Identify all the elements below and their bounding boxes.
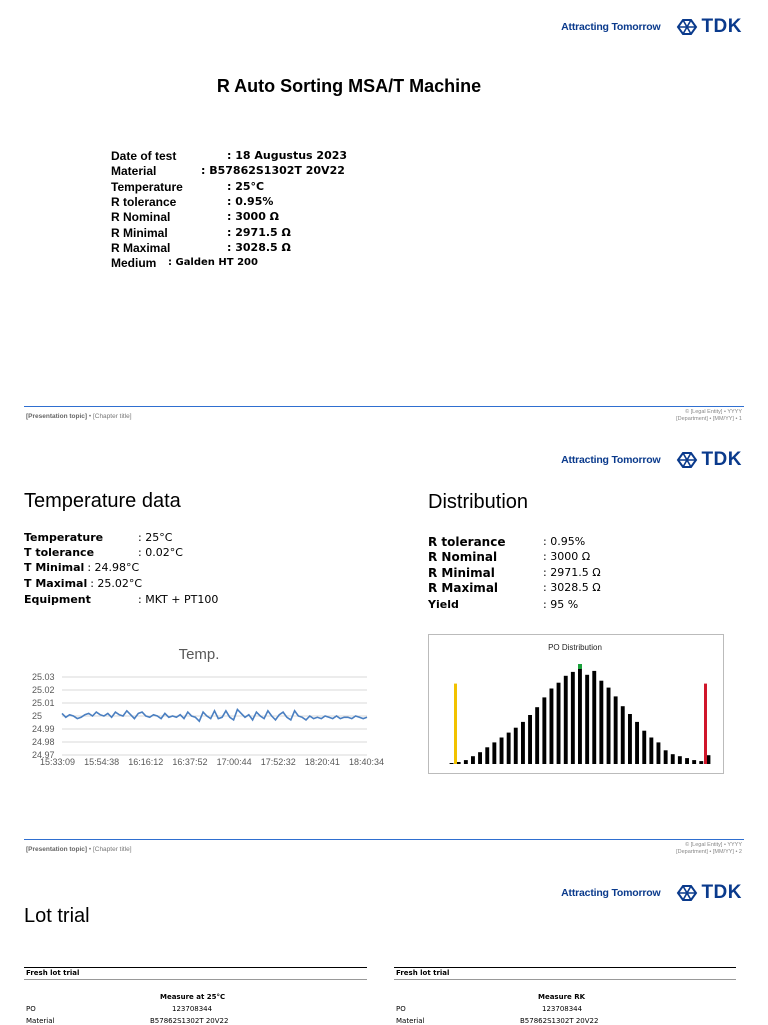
temp-value: : 24.98°C [87,561,140,574]
chart-title: PO Distribution [548,643,602,652]
tdk-logo [676,882,742,904]
temp-label: T Maximal [24,577,88,590]
x-tick-label: 15:33:09 [40,757,76,767]
tdk-logo-text: TDK [701,882,742,903]
brand-tagline: Attracting Tomorrow [561,887,661,899]
tdk-logo [676,449,742,471]
temp-value: : 25°C [138,531,173,544]
temp-row [24,577,142,590]
distribution-bar [542,697,546,764]
y-tick-label: 25 [32,711,43,721]
distribution-bar [678,756,682,764]
dist-label: Yield [428,598,459,611]
table-row-value: 123708344 [172,1005,213,1013]
distribution-bar [485,747,489,764]
brand-tagline: Attracting Tomorrow [561,21,661,33]
distribution-bar [521,722,525,764]
x-tick-label: 16:16:12 [128,757,164,767]
brand-header [561,16,742,38]
temperature-line-chart [24,638,385,770]
dist-value: : 0.95% [543,535,586,548]
upper-limit-bar [704,684,707,764]
footer-legal: © [Legal Entity] • YYYY [Department] • [MM/YY] • 1 [676,409,742,422]
dist-row [428,581,601,595]
distribution-bar [471,756,475,764]
dist-label: R Minimal [428,566,495,580]
table-header: Fresh lot trial [396,969,450,977]
dist-row [428,550,591,564]
table-top-rule [394,967,736,968]
footer-divider [24,406,744,407]
distribution-bar [528,715,532,764]
y-tick-label: 25.01 [32,698,55,708]
distribution-bar [628,714,632,764]
table-row-label: Material [396,1017,425,1025]
table-row-label: PO [26,1005,36,1013]
x-tick-label: 17:52:32 [260,757,296,767]
tdk-logo-icon [676,452,698,468]
dist-value: : 3000 Ω [543,550,591,563]
distribution-bar [664,750,668,764]
distribution-bar [699,761,703,764]
temp-row [24,531,173,544]
dist-label: R Maximal [428,581,499,595]
spec-value: : 18 Augustus 2023 [227,149,348,162]
x-tick-label: 15:54:38 [84,757,120,767]
spec-value: : 0.95% [227,195,274,208]
x-tick-label: 17:00:44 [216,757,252,767]
spec-label: R tolerance [111,195,177,209]
distribution-bar [621,706,625,764]
table-top-rule [24,967,367,968]
distribution-bar [550,689,554,765]
spec-label: R Maximal [111,241,171,255]
distribution-bar [671,754,675,764]
dist-value: : 3028.5 Ω [543,581,601,594]
table-row-label: PO [396,1005,406,1013]
distribution-bar [642,731,646,764]
distribution-bar [635,722,639,764]
footer-topic: [Presentation topic] • [Chapter title] [26,413,132,420]
spec-label: Date of test [111,149,177,163]
distribution-bar [578,666,582,764]
temperature-data-title: Temperature data [24,490,181,512]
tdk-logo-text: TDK [701,16,742,37]
distribution-bar [685,758,689,764]
table-measure-label: Measure RK [538,993,586,1001]
dist-label: R Nominal [428,550,498,564]
y-tick-label: 25.02 [32,685,55,695]
distribution-bar [507,733,511,764]
temp-value: : 25.02°C [90,577,143,590]
distribution-title: Distribution [428,491,529,513]
footer-topic: [Presentation topic] • [Chapter title] [26,846,132,853]
distribution-bar [657,742,661,764]
spec-value: : 2971.5 Ω [227,226,291,239]
spec-label: Temperature [111,180,183,194]
temp-row [24,593,219,606]
distribution-bar [464,760,468,764]
temp-label: T tolerance [24,546,95,559]
temp-value: : MKT + PT100 [138,593,219,606]
table-measure-label: Measure at 25°C [160,993,226,1001]
temp-label: Equipment [24,593,91,606]
dist-value: : 95 % [543,598,579,611]
dist-row [428,566,601,580]
distribution-bar [457,762,461,764]
spec-label: R Nominal [111,210,171,224]
y-tick-label: 24.98 [32,737,55,747]
po-distribution-bar-chart [428,634,724,774]
spec-value: : B57862S1302T 20V22 [201,164,345,177]
y-tick-label: 24.97 [32,750,55,760]
distribution-bar [585,675,589,764]
tdk-logo-icon [676,885,698,901]
dist-label: R tolerance [428,535,506,549]
table-row-value: B57862S1302T 20V22 [520,1017,599,1025]
temp-label: T Minimal [24,561,85,574]
spec-label: R Minimal [111,226,168,240]
distribution-bar [557,683,561,764]
distribution-bar [478,752,482,764]
spec-value: : 25°C [227,180,265,193]
dist-value: : 2971.5 Ω [543,566,601,579]
x-tick-label: 18:40:34 [349,757,385,767]
table-header-rule [394,979,736,980]
footer-legal: © [Legal Entity] • YYYY [Department] • [MM/YY] • 2 [676,842,742,855]
series-line [62,710,367,722]
brand-tagline: Attracting Tomorrow [561,454,661,466]
temp-value: : 0.02°C [138,546,183,559]
brand-header [561,882,742,904]
temp-row [24,546,183,559]
slide-1 [0,0,768,433]
distribution-bar [614,696,618,764]
tdk-logo-text: TDK [701,449,742,470]
distribution-bar [535,707,539,764]
table-row-label: Material [26,1017,55,1025]
lot-trial-title: Lot trial [24,905,90,927]
distribution-bar [492,742,496,764]
table-row-value: 123708344 [542,1005,583,1013]
distribution-bar [571,672,575,764]
distribution-bar [707,755,711,764]
distribution-bar [607,688,611,764]
y-tick-label: 25.03 [32,672,55,682]
distribution-bar [592,671,596,764]
lower-limit-bar [454,684,457,764]
dist-row [428,598,579,611]
dist-row [428,535,586,549]
tdk-logo-icon [676,19,698,35]
spec-label: Material [111,164,157,178]
slide-1-title: R Auto Sorting MSA/T Machine [216,76,482,96]
temp-label: Temperature [24,531,104,544]
distribution-bar [514,728,518,764]
distribution-bar [692,760,696,764]
table-header: Fresh lot trial [26,969,80,977]
distribution-bar [450,763,454,764]
center-marker [578,664,582,669]
chart-title: Temp. [178,646,220,663]
table-row-value: B57862S1302T 20V22 [150,1017,229,1025]
slide-3 [0,866,768,1024]
table-header-rule [24,979,367,980]
brand-header [561,449,742,471]
distribution-bar [649,738,653,765]
spec-label: Medium [111,256,157,270]
distribution-bar [564,676,568,764]
temp-row [24,561,139,574]
footer-divider [24,839,744,840]
spec-value: : Galden HT 200 [168,257,258,268]
x-tick-label: 18:20:41 [304,757,340,767]
y-tick-label: 24.99 [32,724,55,734]
distribution-bar [599,681,603,764]
distribution-bar [500,738,504,765]
spec-value: : 3028.5 Ω [227,241,291,254]
tdk-logo [676,16,742,38]
x-tick-label: 16:37:52 [172,757,208,767]
spec-value: : 3000 Ω [227,210,280,223]
